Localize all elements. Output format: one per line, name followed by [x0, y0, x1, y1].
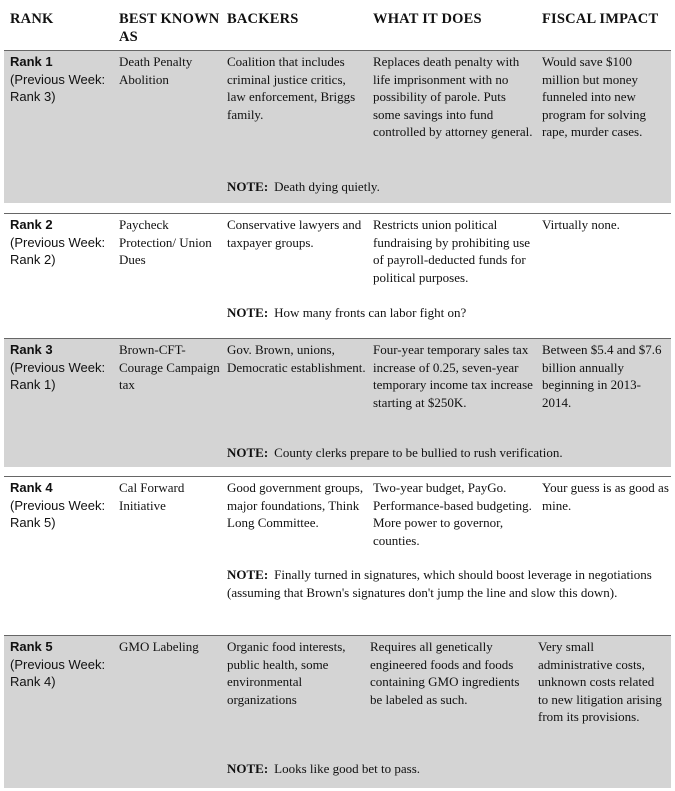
what-it-does-cell: Four-year temporary sales tax increase of 0.25, seven-year temporary income tax increase starting at $250K. [373, 342, 533, 410]
rank-cell [10, 216, 118, 269]
row-note [227, 444, 563, 462]
previous-rank: (Previous Week: Rank 1) [10, 359, 106, 393]
row-spacer [4, 203, 671, 213]
previous-rank: (Previous Week: Rank 2) [10, 234, 106, 268]
table-header [4, 6, 671, 50]
table-row-rank-3 [4, 338, 671, 467]
header-what-it-does: WHAT IT DOES [373, 11, 482, 27]
row-spacer [4, 625, 671, 635]
table-row-rank-1 [4, 50, 671, 203]
row-note [227, 760, 420, 778]
backers-cell: Conservative lawyers and taxpayer groups. [227, 217, 362, 250]
what-it-does-cell: Replaces death penalty with life imprisonment with no possibility of parole. Puts some savings into fund controlled by attorney general. [373, 54, 533, 140]
row-spacer [4, 326, 671, 338]
note-text: How many fronts can labor fight on? [274, 305, 467, 320]
rank-label: Rank 3 [10, 342, 53, 357]
best-known-as-cell: Paycheck Protection/ Union Dues [119, 217, 212, 268]
fiscal-impact-cell: Between $5.4 and $7.6 billion annually beginning in 2013-2014. [542, 342, 662, 410]
note-text: Death dying quietly. [274, 179, 380, 194]
row-note [227, 566, 663, 601]
header-fiscal-impact: FISCAL IMPACT [542, 11, 659, 27]
previous-rank: (Previous Week: Rank 4) [10, 656, 106, 690]
backers-cell: Good government groups, major foundations, Think Long Committee. [227, 480, 364, 531]
row-spacer [4, 467, 671, 476]
header-rank: RANK [10, 11, 54, 27]
row-note [227, 178, 380, 196]
note-label: NOTE: [227, 761, 269, 776]
what-it-does-cell: Two-year budget, PayGo. Performance-based budgeting. More power to governor, counties. [373, 480, 532, 548]
row-note [227, 304, 466, 322]
note-label: NOTE: [227, 179, 269, 194]
rank-cell [10, 638, 118, 691]
best-known-as-cell: Cal Forward Initiative [119, 480, 185, 513]
backers-cell: Coalition that includes criminal justice critics, law enforcement, Briggs family. [227, 54, 356, 122]
rank-label: Rank 2 [10, 217, 53, 232]
table-row-rank-4 [4, 476, 671, 625]
note-label: NOTE: [227, 445, 269, 460]
fiscal-impact-cell: Virtually none. [542, 217, 620, 232]
backers-cell: Organic food interests, public health, some environmental organizations [227, 639, 346, 707]
what-it-does-cell: Requires all genetically engineered foods and foods containing GMO ingredients be labeled as such. [370, 639, 520, 707]
note-label: NOTE: [227, 305, 269, 320]
note-label: NOTE: [227, 567, 269, 582]
note-text: Looks like good bet to pass. [274, 761, 421, 776]
note-text: Finally turned in signatures, which should boost leverage in negotiations (assuming that Brown's signatures don't jump the line and slow this down). [227, 567, 652, 600]
fiscal-impact-cell: Very small administrative costs, unknown costs related to new litigation arising from its provisions. [538, 639, 662, 725]
header-best-known-as: BEST KNOWN AS [119, 11, 220, 45]
backers-cell: Gov. Brown, unions, Democratic establishment. [227, 342, 366, 375]
rank-cell [10, 479, 118, 532]
rank-cell [10, 53, 118, 106]
rank-cell [10, 341, 118, 394]
table-row-rank-5 [4, 635, 671, 788]
best-known-as-cell: Brown-CFT-Courage Campaign tax [119, 342, 220, 393]
what-it-does-cell: Restricts union political fundraising by prohibiting use of payroll-deducted funds for political purposes. [373, 217, 531, 285]
rank-label: Rank 5 [10, 639, 53, 654]
best-known-as-cell: Death Penalty Abolition [119, 54, 193, 87]
fiscal-impact-cell: Would save $100 million but money funneled into new program for solving rape, murder cases. [542, 54, 646, 140]
header-backers: BACKERS [227, 11, 299, 27]
rank-label: Rank 4 [10, 480, 53, 495]
note-text: County clerks prepare to be bullied to rush verification. [274, 445, 563, 460]
previous-rank: (Previous Week: Rank 5) [10, 497, 106, 531]
fiscal-impact-cell: Your guess is as good as mine. [542, 480, 669, 513]
rank-label: Rank 1 [10, 54, 53, 69]
best-known-as-cell: GMO Labeling [119, 639, 199, 654]
ranking-table [4, 6, 671, 788]
table-row-rank-2 [4, 213, 671, 326]
previous-rank: (Previous Week: Rank 3) [10, 71, 106, 105]
